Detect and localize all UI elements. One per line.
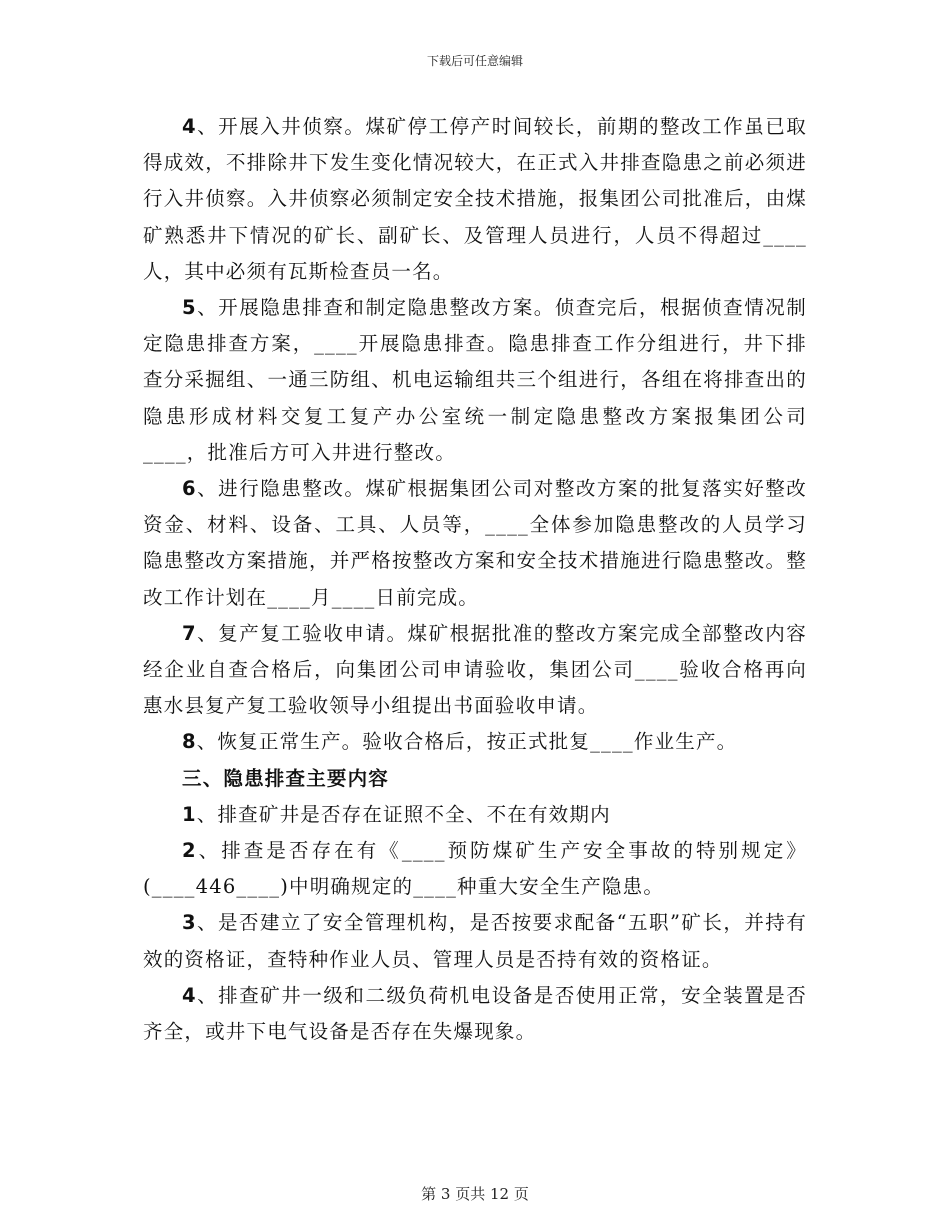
paragraph-text: 、进行隐患整改。煤矿根据集团公司对整改方案的批复落实好整改资金、材料、设备、工具、人员等，____全体参加隐患整改的人员学习隐患整改方案措施，并严格按整改方案和安全技术措施进行隐患整改。整改工作计划在____月____日前完成。 — [143, 477, 807, 609]
paragraph-4 — [143, 109, 807, 290]
paragraph-number: 8 — [182, 730, 197, 754]
paragraph-number: 6 — [182, 477, 197, 501]
list-item — [143, 833, 807, 905]
paragraph-number: 7 — [182, 621, 197, 645]
page-footer: 第 3 页共 12 页 — [421, 1185, 529, 1203]
list-item — [143, 905, 807, 977]
paragraph-text: 、恢复正常生产。验收合格后，按正式批复____作业生产。 — [196, 730, 738, 754]
item-number: 3 — [182, 911, 197, 935]
document-body — [143, 109, 807, 1050]
item-text: 、排查是否存在有《____预防煤矿生产安全事故的特别规定》(____446____)中明确规定的____种重大安全生产隐患。 — [143, 839, 807, 899]
paragraph-text: 、开展隐患排查和制定隐患整改方案。侦查完后，根据侦查情况制定隐患排查方案，____开展隐患排查。隐患排查工作分组进行，井下排查分采掘组、一通三防组、机电运输组共三个组进行，各组在将排查出的隐患形成材料交复工复产办公室统一制定隐患整改方案报集团公司____，批准后方可入井进行整改。 — [143, 296, 807, 464]
paragraph-6 — [143, 471, 807, 616]
paragraph-text: 、开展入井侦察。煤矿停工停产时间较长，前期的整改工作虽已取得成效，不排除井下发生变化情况较大，在正式入井排查隐患之前必须进行入井侦察。入井侦察必须制定安全技术措施，报集团公司批准后，由煤矿熟悉井下情况的矿长、副矿长、及管理人员进行，人员不得超过____人，其中必须有瓦斯检查员一名。 — [143, 115, 807, 283]
page-header: 下载后可任意编辑 — [426, 54, 523, 68]
item-number: 2 — [182, 839, 197, 863]
item-number: 1 — [182, 802, 197, 826]
list-item — [143, 978, 807, 1050]
paragraph-5 — [143, 290, 807, 471]
item-text: 、排查矿井是否存在证照不全、不在有效期内 — [196, 802, 611, 826]
list-item — [143, 797, 807, 833]
paragraph-8 — [143, 724, 807, 760]
section-heading: 三、隐患排查主要内容 — [182, 766, 390, 790]
paragraph-number: 4 — [182, 115, 197, 138]
paragraph-number: 5 — [182, 296, 197, 320]
item-text: 、是否建立了安全管理机构，是否按要求配备“五职”矿长，并持有效的资格证，查特种作业人员、管理人员是否持有效的资格证。 — [143, 911, 807, 971]
item-text: 、排查矿井一级和二级负荷机电设备是否使用正常，安全装置是否齐全，或井下电气设备是否存在失爆现象。 — [143, 983, 807, 1044]
item-number: 4 — [182, 983, 197, 1007]
paragraph-7 — [143, 616, 807, 725]
paragraph-text: 、复产复工验收申请。煤矿根据批准的整改方案完成全部整改内容经企业自查合格后，向集团公司申请验收，集团公司____验收合格再向惠水县复产复工验收领导小组提出书面验收申请。 — [143, 621, 807, 718]
